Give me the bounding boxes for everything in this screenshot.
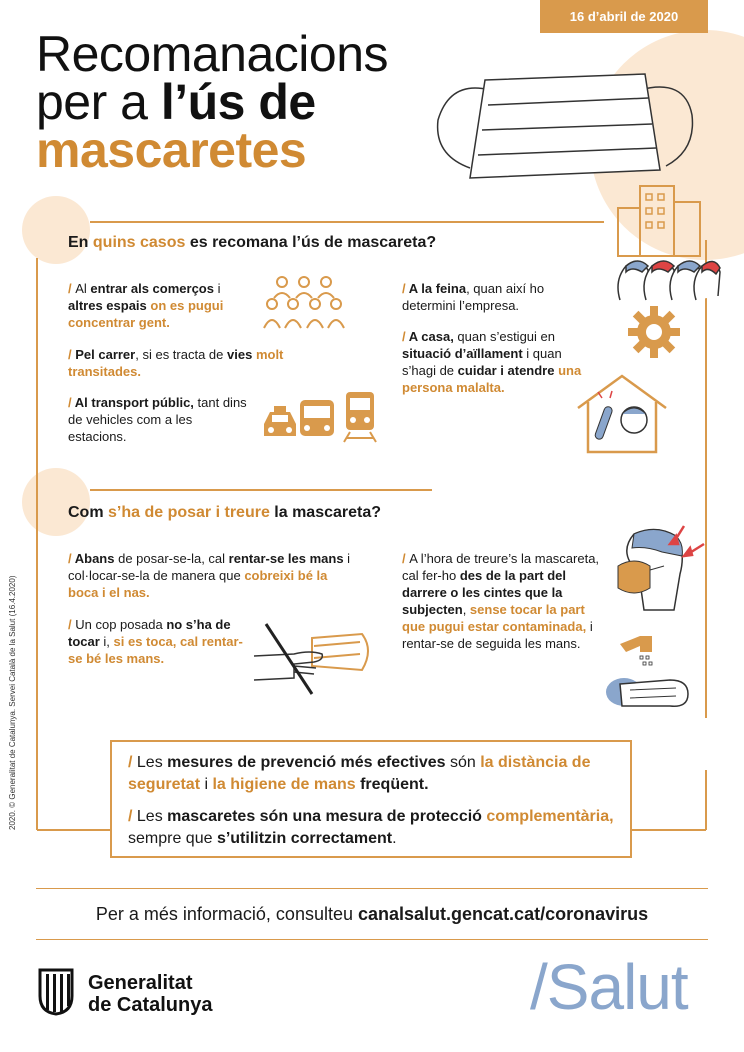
salut-logo: /Salut [530,951,688,1023]
public-transport-icon [260,388,380,444]
section1-item-transport: / Al transport públic, tant dins de vehicles com a les estacions. [68,395,247,444]
title-line-2-bold: l’ús de [160,74,316,130]
credit-line: 2020. © Generalitat de Catalunya. Servei Català de la Salut (16.4.2020) [8,575,17,830]
date-badge: 16 d’abril de 2020 [540,0,708,33]
section2-item-before: / Abans de posar-se-la, cal rentar-se les mans i col·locar-se-la de manera que cobreixi bé la boca i el nas. [68,551,351,600]
section1-item-work: / A la feina, quan així ho determini l’empresa. [402,281,545,313]
title-line-2-normal: per a [36,74,161,130]
page-title [36,26,389,178]
hand-washing-icon [600,626,700,716]
title-line-3: mascaretes [36,122,307,178]
section2-item-dont-touch: / Un cop posada no s’ha de tocar i, si es toca, cal rentar-se bé les mans. [68,617,243,666]
section1-item-street: / Pel carrer, si es tracta de vies molt transitades. [68,347,284,379]
section1-item-home: / A casa, quan s’estigui en situació d’aïllament i quan s’hagi de cuidar i atendre una persona malalta. [402,329,582,395]
crowd-icon [262,274,346,332]
more-info-link[interactable]: canalsalut.gencat.cat/coronavirus [358,903,649,924]
section1-item-shops: / Al entrar als comerços i altres espais on es pugui concentrar gent. [68,281,224,330]
remove-mask-face-icon [604,522,708,612]
key-messages-box [110,740,632,858]
section1-title: En quins casos es recomana l’ús de mascareta? [68,234,437,251]
face-mask-illustration [430,60,700,200]
section2-title: Com s’ha de posar i treure la mascareta? [68,504,382,521]
no-touch-mask-icon [250,620,380,700]
title-line-1: Recomanacions [36,26,389,82]
more-info-text: Per a més informació, consulteu [95,903,353,924]
generalitat-name: Generalitat de Catalunya [88,972,213,1016]
key-message-1: / Les mesures de prevenció més efectives són la distància de seguretat i la higiene de mans freqüent. [128,754,591,793]
section2-item-remove: / A l’hora de treure’s la mascareta, cal fer-ho des de la part del darrere o les cintes que la subjecten, sense tocar la part que pugui estar contaminada, i rentar-se de seguida les mans. [402,551,600,651]
sick-at-home-icon [574,372,670,456]
gear-icon [626,304,682,360]
coworkers-heads-icon [612,252,722,304]
more-info-bar [36,888,708,940]
generalitat-logo-icon [36,968,76,1016]
key-message-2: / Les mascaretes són una mesura de protecció complementària, sempre que s’utilitzin correctament. [128,808,614,847]
workplace-building-icon [612,180,712,260]
